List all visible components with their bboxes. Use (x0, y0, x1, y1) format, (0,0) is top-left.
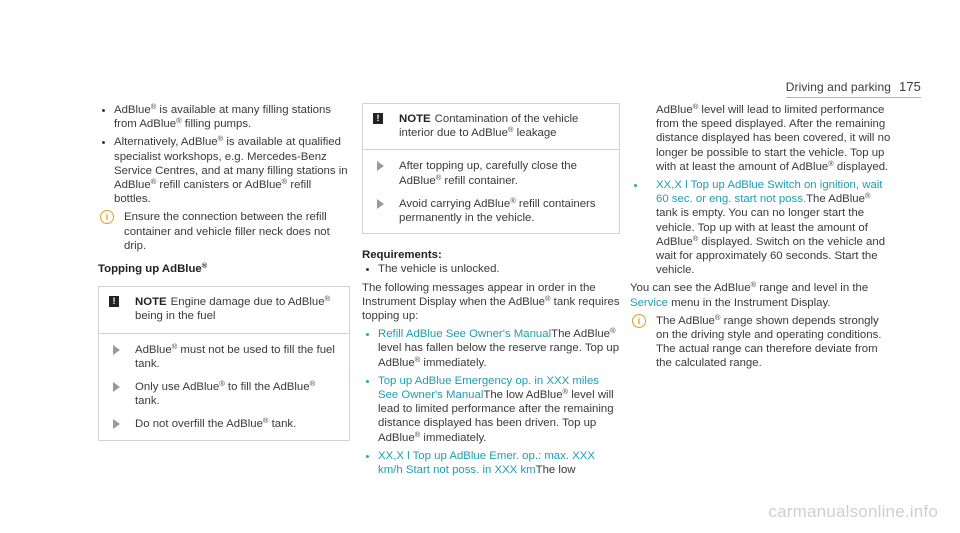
column-3 (630, 103, 892, 371)
paragraph: AdBlue® level will lead to limited performance from the speed displayed. After the remaining distance displayed has been covered, it will no longer be possible to start the vehicle. Top up with at least the amount of AdBlue® displayed. (656, 102, 891, 173)
header-rule (786, 97, 921, 98)
notice-header: ! NOTE Contamination of the vehicle interior due to AdBlue® leakage (373, 112, 609, 140)
instruction-step: Avoid carrying AdBlue® refill containers permanently in the vehicle. (373, 197, 609, 225)
notice-box (362, 103, 620, 234)
list-item: XX,X l Top up AdBlue Switch on ignition, wait 60 sec. or eng. start not poss.The AdBlue® tank is empty. You can no longer start the vehicle. Top up with at least the amount of AdBlue® displayed. Switch on the vehicle and wait for approximately 60 seconds. Start the vehicle. (630, 178, 892, 277)
exclamation-icon: ! (373, 113, 383, 124)
list-item: The vehicle is unlocked. (362, 262, 620, 276)
arrow-icon (113, 419, 120, 429)
list-item: XX,X l Top up AdBlue Emer. op.: max. XXX km/h Start not poss. in XXX kmThe low (362, 449, 620, 477)
page-header (786, 80, 921, 94)
instruction-step: AdBlue® must not be used to fill the fuel tank. (109, 343, 339, 371)
paragraph: You can see the AdBlue® range and level in the Service menu in the Instrument Display. (630, 280, 869, 309)
display-message: Refill AdBlue See Owner's Manual (378, 328, 552, 341)
instruction-step: Only use AdBlue® to fill the AdBlue® tank. (109, 380, 339, 408)
list-item: AdBlue® is available at many filling stations from AdBlue® filling pumps. (98, 103, 350, 131)
arrow-icon (113, 382, 120, 392)
info-icon: i (100, 210, 114, 224)
display-message: Top up AdBlue Emergency op. in XXX miles See Owner's Manual (378, 374, 599, 402)
arrow-icon (377, 161, 384, 171)
instruction-step: Do not overfill the AdBlue® tank. (109, 417, 339, 431)
column-2 (362, 103, 620, 477)
notice-box (98, 286, 350, 440)
paragraph: The following messages appear in order in the Instrument Display when the AdBlue® tank requires topping up: (362, 281, 620, 323)
display-message: XX,X l Top up AdBlue Switch on ignition, wait 60 sec. or eng. start not poss. (656, 179, 883, 206)
requirements-heading: Requirements: (362, 249, 442, 262)
tip-note: i The AdBlue® range shown depends strongly on the driving style and operating conditions. The actual range can therefore deviate from the calculated range. (630, 314, 892, 371)
arrow-icon (113, 345, 120, 355)
column-1 (98, 103, 350, 441)
list-item: Top up AdBlue Emergency op. in XXX miles See Owner's ManualThe low AdBlue® level will lead to limited performance after the remaining distance displayed has been driven. Top up AdBlue® immediately. (362, 374, 620, 445)
instruction-step: After topping up, carefully close the AdBlue® refill container. (373, 159, 609, 187)
service-menu-link: Service (630, 296, 668, 309)
notice-header: ! NOTE Engine damage due to AdBlue® being in the fuel (109, 295, 339, 323)
list-item: Refill AdBlue See Owner's ManualThe AdBlue® level has fallen below the reserve range. Top up AdBlue® immediately. (362, 327, 620, 370)
tip-note: i Ensure the connection between the refill container and vehicle filler neck does not drip. (98, 210, 350, 253)
section-heading: Topping up AdBlue® (98, 261, 208, 276)
divider (363, 149, 619, 150)
watermark: carmanualsonline.info (768, 501, 938, 521)
info-icon: i (632, 314, 646, 328)
exclamation-icon: ! (109, 296, 119, 307)
display-message: XX,X l Top up AdBlue Emer. op.: max. XXX km/h Start not poss. in XXX km (378, 449, 595, 477)
divider (99, 333, 349, 334)
page-number: 175 (899, 79, 921, 94)
section-title: Driving and parking (785, 80, 891, 94)
arrow-icon (377, 199, 384, 209)
list-item: Alternatively, AdBlue® is available at qualified specialist workshops, e.g. Mercedes-Benz Service Centres, and at many filling stations in AdBlue® refill canisters or AdBlue® refill bottles. (98, 135, 350, 206)
